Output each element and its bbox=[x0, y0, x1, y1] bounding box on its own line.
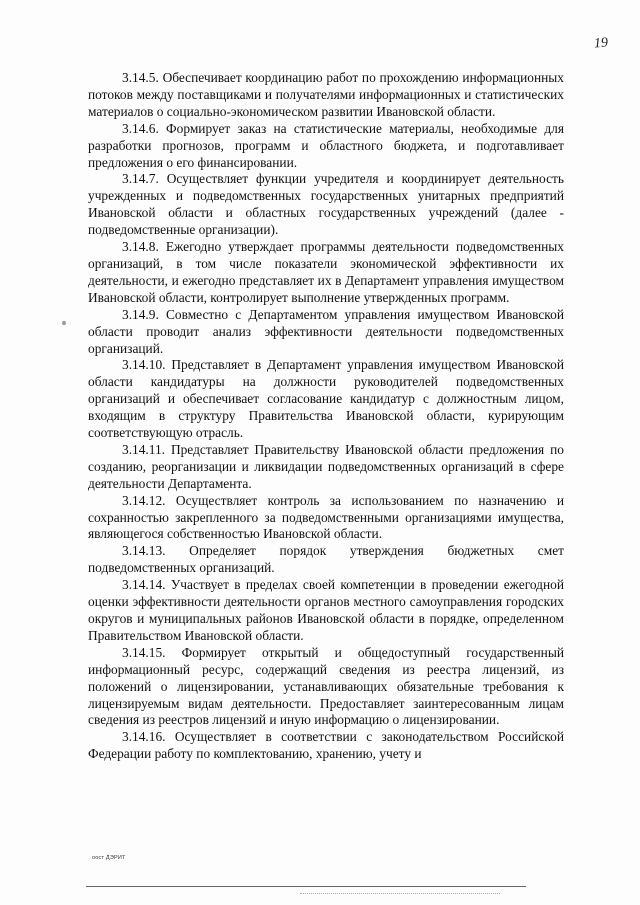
paragraph-3-14-6: 3.14.6. Формирует заказ на статистические материалы, необходимые для разработки прогнозов, программ и областного бюджета, и подготавливает предложения о его финансировании. bbox=[88, 120, 564, 170]
paragraph-3-14-9: 3.14.9. Совместно с Департаментом управления имуществом Ивановской области проводит анализ эффективности деятельности подведомственных организаций. bbox=[88, 306, 564, 356]
paragraph-3-14-13: 3.14.13. Определяет порядок утверждения бюджетных смет подведомственных организаций. bbox=[88, 543, 564, 576]
paragraph-3-14-15: 3.14.15. Формирует открытый и общедоступный государственный информационный ресурс, содержащий сведения из реестра лицензий, из положений о лицензировании, устанавливающих обязательные требования к лицензируемым видам деятельности. Предоставляет заинтересованным лицам сведения из реестров лицензий и иную информацию о лицензировании. bbox=[88, 644, 564, 728]
paragraph-3-14-14: 3.14.14. Участвует в пределах своей компетенции в проведении ежегодной оценки эффективности деятельности органов местного самоуправления городских округов и муниципальных районов Ивановской области в порядке, определенном Правительством Ивановской области. bbox=[88, 577, 564, 643]
paragraph-3-14-8: 3.14.8. Ежегодно утверждает программы деятельности подведомственных организаций, в том числе показатели экономической эффективности их деятельности, и ежегодно представляет их в Департамент управления имуществом Ивановской области, контролирует выполнение утвержденных программ. bbox=[88, 239, 564, 305]
paragraph-3-14-5: 3.14.5. Обеспечивает координацию работ по прохождению информационных потоков между поставщиками и получателями информационных и статистических материалов о социально-экономическом развитии Ивановской области. bbox=[88, 70, 564, 119]
paragraph-3-14-12: 3.14.12. Осуществляет контроль за использованием по назначению и сохранностью закрепленного за подведомственными организациями имущества, являющегося собственностью Ивановской области. bbox=[88, 492, 564, 542]
page-number: 19 bbox=[593, 35, 609, 52]
document-body bbox=[88, 70, 564, 763]
margin-mark bbox=[62, 321, 66, 325]
paragraph-3-14-10: 3.14.10. Представляет в Департамент управления имуществом Ивановской области кандидатуры на должности руководителей подведомственных организаций и обеспечивает согласование кандидатур с должностным лицом, входящим в структуру Правительства Ивановской области, курирующим соответствующую отрасль. bbox=[88, 357, 564, 441]
paragraph-3-14-11: 3.14.11. Представляет Правительству Ивановской области предложения по созданию, реорганизации и ликвидации подведомственных организаций в сфере деятельности Департамента. bbox=[88, 441, 564, 491]
footer-divider bbox=[86, 886, 526, 887]
footer-scan-artifact bbox=[300, 893, 500, 894]
paragraph-3-14-16: 3.14.16. Осуществляет в соответствии с законодательством Российской Федерации работу по комплектованию, хранению, учету и bbox=[88, 729, 564, 762]
paragraph-3-14-7: 3.14.7. Осуществляет функции учредителя и координирует деятельность учрежденных и подведомственных государственных унитарных предприятий Ивановской области и областных государственных учреждений (далее - подведомственные организации). bbox=[88, 171, 564, 238]
footer-document-code: оост ДЭРИТ bbox=[92, 855, 126, 861]
